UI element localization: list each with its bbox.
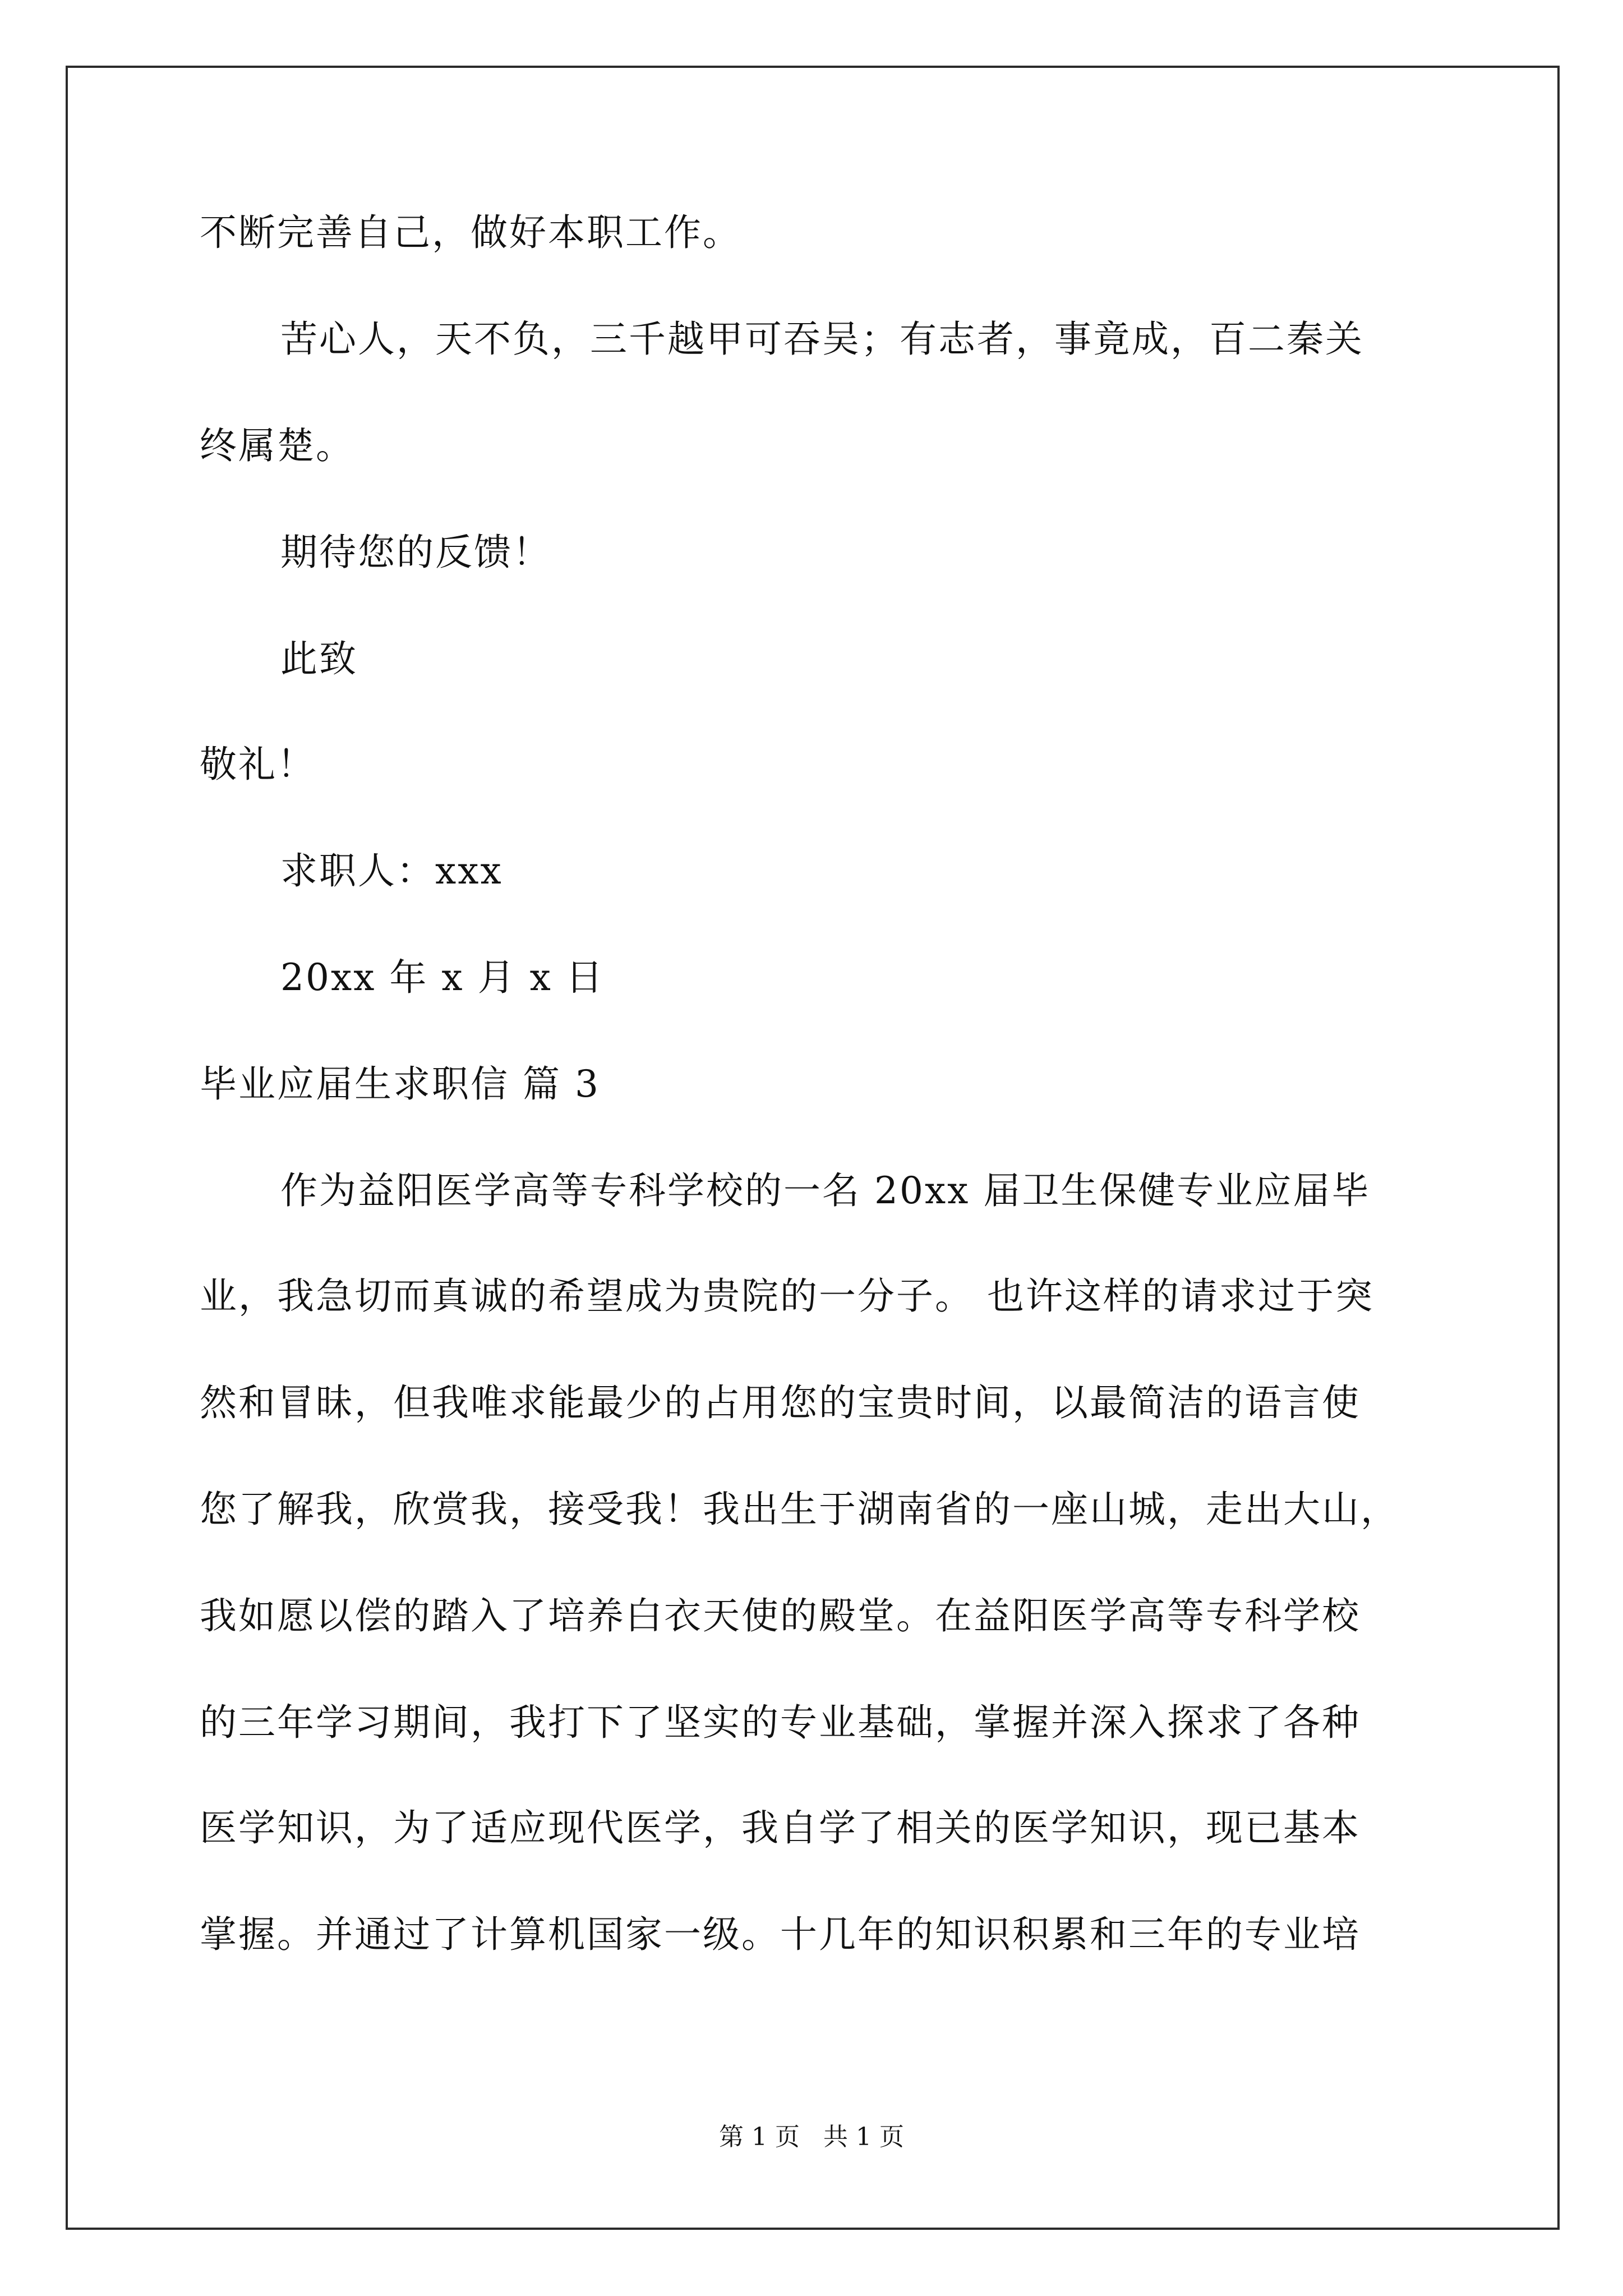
page-footer — [0, 2120, 1623, 2154]
page-border — [66, 66, 1560, 2230]
text-line: 业，我急切而真诚的希望成为贵院的一分子。 也许这样的请求过于突 — [200, 1274, 1374, 1318]
text-line: 此致 — [280, 637, 358, 680]
text-line: 您了解我，欣赏我，接受我！我出生于湖南省的一座山城，走出大山， — [200, 1488, 1399, 1531]
text-line: 不断完善自己，做好本职工作。 — [200, 211, 741, 254]
section-heading: 毕业应届生求职信 篇 3 — [200, 1062, 600, 1106]
page-number: 第 1 页 — [719, 2123, 800, 2151]
text-line: 作为益阳医学高等专科学校的一名 20xx 届卫生保健专业应届毕 — [280, 1169, 1371, 1212]
text-line: 终属楚。 — [200, 424, 354, 467]
text-line: 医学知识，为了适应现代医学，我自学了相关的医学知识，现已基本 — [200, 1806, 1361, 1849]
text-line: 苦心人，天不负，三千越甲可吞吴；有志者，事竟成，百二秦关 — [280, 318, 1364, 361]
page-total: 共 1 页 — [823, 2123, 904, 2151]
text-line: 的三年学习期间，我打下了坚实的专业基础，掌握并深入探求了各种 — [200, 1701, 1361, 1744]
text-line: 期待您的反馈！ — [280, 531, 551, 574]
text-line: 20xx 年 x 月 x 日 — [280, 956, 605, 999]
text-line: 掌握。并通过了计算机国家一级。十几年的知识积累和三年的专业培 — [200, 1913, 1361, 1956]
text-line: 求职人：xxx — [280, 849, 503, 892]
text-line: 敬礼！ — [200, 743, 316, 786]
text-line: 我如愿以偿的踏入了培养白衣天使的殿堂。在益阳医学高等专科学校 — [200, 1594, 1361, 1637]
text-line: 然和冒昧，但我唯求能最少的占用您的宝贵时间，以最简洁的语言使 — [200, 1381, 1361, 1424]
